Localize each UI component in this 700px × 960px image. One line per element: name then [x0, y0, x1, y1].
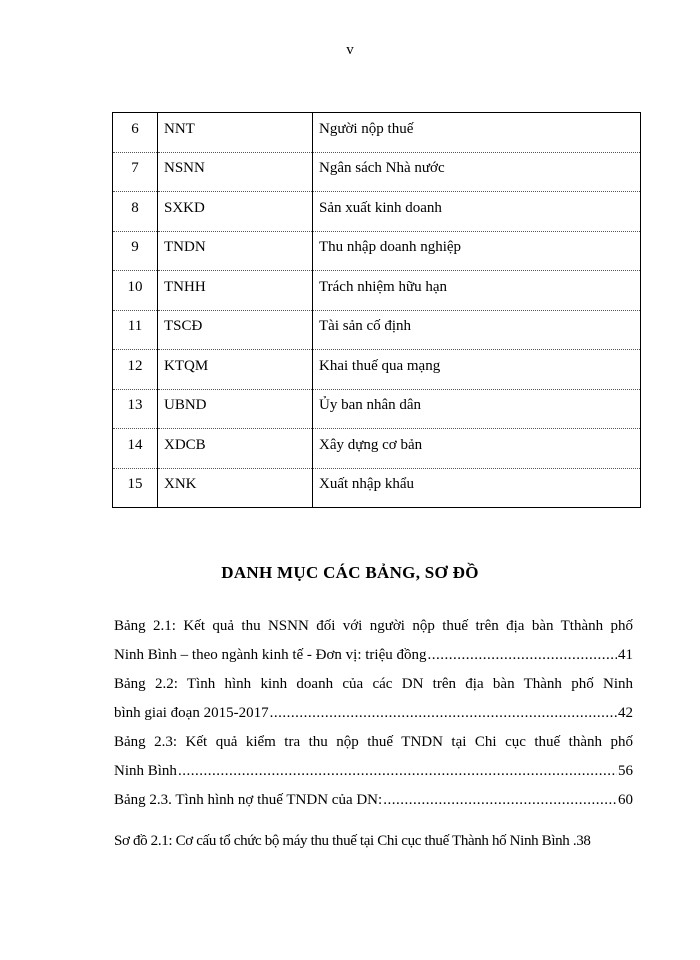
list-heading: DANH MỤC CÁC BẢNG, SƠ ĐỒ: [221, 563, 479, 582]
toc-page-number: 41: [618, 647, 633, 663]
table-row: [113, 152, 641, 192]
toc-entry-2-1-line2: [114, 641, 633, 670]
row-number: 15: [113, 468, 158, 508]
full-term-cell: Xây dựng cơ bản: [313, 429, 641, 469]
full-term-cell: Trách nhiệm hữu hạn: [313, 271, 641, 311]
full-term-cell: Xuất nhập khẩu: [313, 468, 641, 508]
abbreviation-cell: TNHH: [158, 271, 313, 311]
row-number: 11: [113, 310, 158, 350]
table-list: [114, 612, 633, 815]
abbreviation-cell: TSCĐ: [158, 310, 313, 350]
row-number: 10: [113, 271, 158, 311]
full-term-cell: Khai thuế qua mạng: [313, 350, 641, 390]
abbreviation-cell: NNT: [158, 113, 313, 153]
table-row: [113, 389, 641, 429]
full-term-cell: Ủy ban nhân dân: [313, 389, 641, 429]
abbreviation-cell: SXKD: [158, 192, 313, 232]
full-term-cell: Thu nhập doanh nghiệp: [313, 231, 641, 271]
dot-leader: [270, 699, 617, 728]
row-number: 12: [113, 350, 158, 390]
table-row: [113, 350, 641, 390]
abbreviation-cell: XDCB: [158, 429, 313, 469]
row-number: 9: [113, 231, 158, 271]
full-term-cell: Người nộp thuế: [313, 113, 641, 153]
abbreviation-cell: XNK: [158, 468, 313, 508]
toc-entry-2-2: [114, 670, 633, 699]
abbreviation-cell: KTQM: [158, 350, 313, 390]
full-term-cell: Ngân sách Nhà nước: [313, 152, 641, 192]
abbreviation-cell: TNDN: [158, 231, 313, 271]
toc-entry-2-3-line2: [114, 757, 633, 786]
toc-page-number: 42: [618, 705, 633, 721]
row-number: 6: [113, 113, 158, 153]
toc-entry-text: Ninh Bình: [114, 763, 177, 779]
toc-entry-2-3: [114, 728, 633, 757]
toc-entry-line: Bảng 2.3: Kết quả kiểm tra thu nộp thuế TNDN tại Chi cục thuế thành phố: [114, 734, 633, 750]
table-row: [113, 310, 641, 350]
toc-entry-2-1: [114, 612, 633, 641]
row-number: 8: [113, 192, 158, 232]
row-number: 7: [113, 152, 158, 192]
dot-leader: [383, 786, 617, 815]
dot-leader: [427, 641, 617, 670]
full-term-cell: Tài sản cố định: [313, 310, 641, 350]
toc-page-number: 56: [618, 763, 633, 779]
table-row: [113, 231, 641, 271]
toc-entry-text: Ninh Bình – theo ngành kinh tế - Đơn vị: triệu đồng: [114, 647, 427, 663]
toc-entry-text: Bảng 2.3. Tình hình nợ thuế TNDN của DN:: [114, 792, 383, 808]
table-row: [113, 429, 641, 469]
page-number: v: [346, 42, 354, 58]
abbreviation-cell: UBND: [158, 389, 313, 429]
table-row: [113, 468, 641, 508]
diagram-entry: Sơ đồ 2.1: Cơ cấu tổ chức bộ máy thu thuế tại Chi cục thuế Thành hố Ninh Bình .38: [114, 833, 591, 849]
toc-entry-2-3-debt: [114, 786, 633, 815]
table-row: [113, 113, 641, 153]
abbreviation-cell: NSNN: [158, 152, 313, 192]
toc-entry-line: Bảng 2.2: Tình hình kinh doanh của các DN trên địa bàn Thành phố Ninh: [114, 676, 633, 692]
row-number: 14: [113, 429, 158, 469]
dot-leader: [178, 757, 617, 786]
toc-entry-line: Bảng 2.1: Kết quả thu NSNN đối với người nộp thuế trên địa bàn Tthành phố: [114, 618, 633, 634]
toc-entry-2-2-line2: [114, 699, 633, 728]
table-row: [113, 271, 641, 311]
full-term-cell: Sản xuất kinh doanh: [313, 192, 641, 232]
table-row: [113, 192, 641, 232]
abbreviation-table: [112, 112, 641, 508]
row-number: 13: [113, 389, 158, 429]
toc-entry-text: bình giai đoạn 2015-2017: [114, 705, 269, 721]
toc-page-number: 60: [618, 792, 633, 808]
